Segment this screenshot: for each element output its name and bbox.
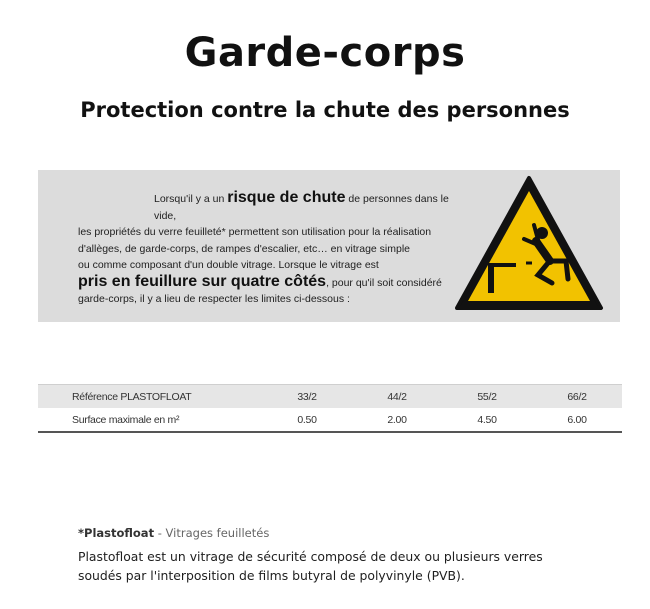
table-value-55-2: 4.50 — [442, 408, 532, 432]
description-line-2: soudés par l'interposition de films butyral de polyvinyle (PVB). — [78, 567, 465, 583]
intro-line-5-end: , pour qu'il soit considéré — [326, 276, 442, 289]
table-value-66-2: 6.00 — [532, 408, 622, 432]
table-col-44-2: 44/2 — [352, 385, 442, 409]
footnote-name: *Plastofloat — [78, 526, 155, 540]
table-value-33-2: 0.50 — [262, 408, 352, 432]
table-col-33-2: 33/2 — [262, 385, 352, 409]
plastofloat-description — [78, 548, 578, 585]
footnote-description: Vitrages feuilletés — [165, 526, 270, 540]
description-line-1: Plastofloat est un vitrage de sécurité composé de deux ou plusieurs verres — [78, 549, 543, 564]
page-title: Garde-corps — [184, 30, 466, 76]
table-row-label: Surface maximale en m² — [38, 408, 262, 432]
intro-emphasis-risk: risque de chute — [227, 189, 346, 206]
table-header-label: Référence PLASTOFLOAT — [38, 385, 262, 409]
intro-line-2: les propriétés du verre feuilleté* permettent son utilisation pour la réalisation — [78, 226, 432, 238]
table-header-row — [38, 385, 622, 409]
page-subtitle: Protection contre la chute des personnes — [80, 98, 570, 122]
intro-line-1 — [78, 190, 468, 224]
intro-line-3: d'allèges, de garde-corps, de rampes d'escalier, etc… en vitrage simple — [78, 242, 411, 255]
reference-table — [38, 384, 622, 433]
intro-emphasis-rebate: pris en feuillure sur quatre côtés — [78, 272, 327, 290]
table-value-44-2: 2.00 — [352, 408, 442, 432]
intro-panel — [38, 170, 620, 322]
footnote — [78, 526, 269, 540]
intro-line-4: ou comme composant d'un double vitrage. Lorsque le vitrage est — [78, 259, 379, 271]
intro-text — [78, 190, 468, 308]
footnote-separator: - — [154, 526, 166, 540]
table-col-55-2: 55/2 — [442, 385, 532, 409]
table-col-66-2: 66/2 — [532, 385, 622, 409]
table-row — [38, 408, 622, 432]
intro-line-5 — [78, 274, 468, 292]
intro-line-6: garde-corps, il y a lieu de respecter les limites ci-dessous : — [78, 293, 350, 305]
intro-line-1-end: de personnes dans le vide, — [154, 193, 449, 222]
fall-hazard-warning-icon — [454, 175, 604, 313]
intro-line-1-start: Lorsqu'il y a un — [154, 193, 228, 205]
